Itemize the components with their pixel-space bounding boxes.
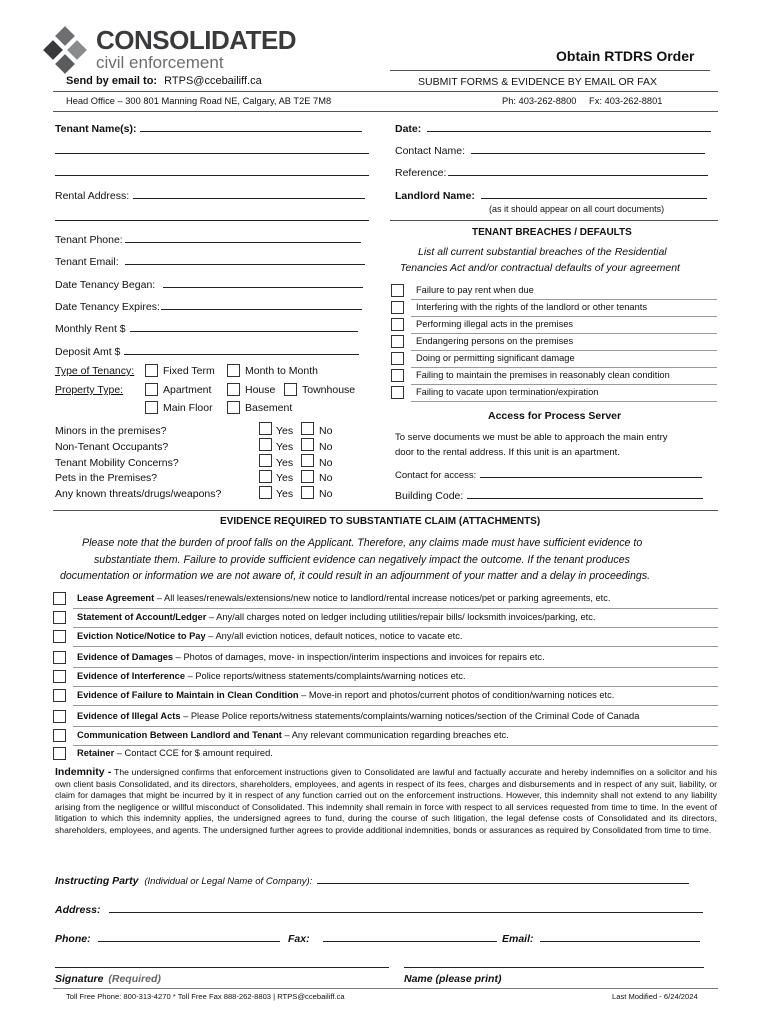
- evidence-note-3: documentation or information we are not aware of, it could result in an adjournment of your matter and a delay in proceedings.: [60, 570, 651, 582]
- logo-main-text: CONSOLIDATED: [96, 25, 297, 55]
- breach-row: [391, 283, 717, 300]
- reference-label: Reference:: [395, 167, 447, 179]
- month-to-month-label: Month to Month: [245, 365, 318, 377]
- breach-label: Failing to maintain the premises in reasonably clean condition: [416, 370, 670, 380]
- landlord-note: (as it should appear on all court documents): [489, 204, 665, 214]
- evidence-label: Evidence of Illegal Acts: [77, 711, 181, 721]
- month-to-month-checkbox[interactable]: [227, 364, 240, 377]
- phone-field[interactable]: [98, 931, 280, 942]
- address-field[interactable]: [109, 902, 703, 913]
- basement-label: Basement: [245, 402, 293, 414]
- evidence-checkbox-interference[interactable]: [53, 670, 66, 683]
- breach-label: Performing illegal acts in the premises: [416, 319, 574, 329]
- threats-no-label: No: [319, 488, 333, 500]
- instructing-party-note: (Individual or Legal Name of Company):: [144, 876, 313, 887]
- deposit-field[interactable]: [124, 344, 359, 355]
- evidence-checkbox-damages[interactable]: [53, 651, 66, 664]
- evidence-row: [53, 649, 718, 668]
- logo-diamond-icon: [40, 25, 100, 75]
- indemnity-paragraph: [55, 767, 717, 836]
- date-field[interactable]: [427, 121, 711, 132]
- breaches-title: TENANT BREACHES / DEFAULTS: [472, 227, 632, 238]
- access-title: Access for Process Server: [488, 410, 622, 422]
- tenant-names-field-3[interactable]: [55, 165, 369, 176]
- evidence-desc: – All leases/renewals/extensions/new notice to landlord/rental increase notices/pet or parking agreements, etc.: [154, 593, 611, 603]
- evidence-desc: – Police reports/witness statements/complaints/warning notices etc.: [185, 671, 466, 681]
- pets-no-checkbox[interactable]: [301, 470, 314, 483]
- tenant-phone-field[interactable]: [125, 232, 361, 243]
- tenant-email-field[interactable]: [125, 254, 365, 265]
- reference-field[interactable]: [448, 165, 708, 176]
- breach-checkbox-rent[interactable]: [391, 284, 404, 297]
- threats-no-checkbox[interactable]: [301, 486, 314, 499]
- date-began-label: Date Tenancy Began:: [55, 279, 156, 291]
- main-floor-label: Main Floor: [163, 402, 213, 414]
- email-field[interactable]: [540, 931, 700, 942]
- evidence-checkbox-lease[interactable]: [53, 592, 66, 605]
- evidence-desc: – Move-in report and photos/current photos of condition/warning notices etc.: [298, 690, 615, 700]
- evidence-label: Retainer: [77, 748, 115, 758]
- evidence-label: Eviction Notice/Notice to Pay: [77, 631, 206, 641]
- instructing-party-field[interactable]: [317, 873, 689, 884]
- building-code-field[interactable]: [467, 488, 703, 499]
- evidence-desc: – Any relevant communication regarding breaches etc.: [281, 730, 509, 740]
- threats-yes-checkbox[interactable]: [259, 486, 272, 499]
- occupants-yes-checkbox[interactable]: [259, 438, 272, 451]
- deposit-label: Deposit Amt $: [55, 346, 121, 358]
- occupants-yes-label: Yes: [276, 441, 294, 453]
- evidence-note-1: Please note that the burden of proof falls on the Applicant. Therefore, any claims made must have sufficient evidence to: [82, 537, 643, 549]
- monthly-rent-field[interactable]: [130, 321, 358, 332]
- townhouse-label: Townhouse: [302, 384, 356, 396]
- fax-label: Fax:: [288, 933, 310, 945]
- breach-checkbox-clean[interactable]: [391, 369, 404, 382]
- rental-address-field-2[interactable]: [55, 210, 369, 221]
- breach-row: [391, 334, 717, 351]
- minors-yes-checkbox[interactable]: [259, 422, 272, 435]
- evidence-label: Evidence of Interference: [77, 671, 185, 681]
- fax-field[interactable]: [323, 931, 497, 942]
- building-code-label: Building Code:: [395, 490, 464, 502]
- breach-row: [391, 317, 717, 334]
- property-type-label: Property Type:: [55, 384, 124, 396]
- contact-access-field[interactable]: [480, 467, 702, 478]
- house-label: House: [245, 384, 276, 396]
- evidence-desc: – Photos of damages, move- in inspection/interim inspections and invoices for repairs etc.: [173, 652, 545, 662]
- evidence-desc: – Any/all charges noted on ledger including utilities/repair bills/ locksmith invoices/parking, etc.: [206, 612, 596, 622]
- apartment-checkbox[interactable]: [145, 383, 158, 396]
- evidence-label: Evidence of Failure to Maintain in Clean Condition: [77, 690, 299, 700]
- evidence-label: Statement of Account/Ledger: [77, 612, 207, 622]
- fixed-term-label: Fixed Term: [163, 365, 215, 377]
- evidence-title: EVIDENCE REQUIRED TO SUBSTANTIATE CLAIM (ATTACHMENTS): [220, 516, 541, 527]
- signature-label: Signature: [55, 973, 104, 985]
- occupants-no-label: No: [319, 441, 333, 453]
- house-checkbox[interactable]: [227, 383, 240, 396]
- breach-row: [391, 368, 717, 385]
- evidence-note-2: substantiate them. Failure to provide sufficient evidence can negatively impact the outcome. If the tenant produces: [94, 554, 630, 566]
- minors-yes-label: Yes: [276, 425, 294, 437]
- type-of-tenancy-label: Type of Tenancy:: [55, 365, 135, 377]
- breach-label: Endangering persons on the premises: [416, 336, 574, 346]
- question-pets: Pets in the Premises?: [55, 472, 158, 484]
- date-began-field[interactable]: [163, 277, 363, 288]
- basement-checkbox[interactable]: [227, 401, 240, 414]
- monthly-rent-label: Monthly Rent $: [55, 323, 126, 335]
- rental-address-label: Rental Address:: [55, 190, 130, 202]
- name-print-line[interactable]: [404, 967, 704, 968]
- evidence-row: [53, 668, 718, 687]
- indemnity-text: The undersigned confirms that enforcement instructions given to Consolidated are lawful and factually accurate and hereby indemnifies on a solicitor and his own client basis Consolidated, and its directors, shareholders, employees, and agents in respect of its fees, charges and disbursements and in respect of any suit, liability, or claim for damages that might be incurred by it in respect of any function carried out on the enforcement instructions. However, this indemnity shall not extend to any liability arising from the negligence or willful misconduct of Consolidated. This indemnity shall remain in force with respect to all services requested from time to time. In the event of litigation to which this indemnity applies, the undersigned agrees to fund, during the course of such litigation, the legal defense costs of Consolidated and its directors, shareholders, employees, and agents. The undersigned further agrees to provide additional indemnities, bonds or assurances as required by Consolidated from time to time.: [55, 767, 717, 835]
- breach-checkbox-illegal[interactable]: [391, 318, 404, 331]
- send-label: Send by email to:: [66, 75, 158, 87]
- breach-checkbox-interfering[interactable]: [391, 301, 404, 314]
- apartment-label: Apartment: [163, 384, 212, 396]
- fixed-term-checkbox[interactable]: [145, 364, 158, 377]
- breach-checkbox-endangering[interactable]: [391, 335, 404, 348]
- contact-name-label: Contact Name:: [395, 145, 466, 157]
- evidence-checkbox-ledger[interactable]: [53, 611, 66, 624]
- threats-yes-label: Yes: [276, 488, 294, 500]
- tenant-email-label: Tenant Email:: [55, 256, 119, 268]
- email-label: Email:: [502, 933, 534, 945]
- breach-row: [391, 385, 717, 402]
- submit-note: SUBMIT FORMS & EVIDENCE BY EMAIL OR FAX: [418, 76, 658, 88]
- question-threats: Any known threats/drugs/weapons?: [55, 488, 222, 500]
- breaches-sub-1: List all current substantial breaches of the Residential: [418, 246, 667, 258]
- send-email[interactable]: RTPS@ccebailiff.ca: [164, 75, 262, 87]
- evidence-row: [53, 727, 718, 746]
- breach-row: [391, 351, 717, 368]
- mobility-no-checkbox[interactable]: [301, 454, 314, 467]
- tenant-names-field[interactable]: [140, 121, 362, 132]
- logo-sub-text: civil enforcement: [96, 53, 224, 72]
- main-floor-checkbox[interactable]: [145, 401, 158, 414]
- head-office: Head Office – 300 801 Manning Road NE, Calgary, AB T2E 7M8: [66, 96, 332, 106]
- tenant-names-field-2[interactable]: [55, 143, 369, 154]
- evidence-checkbox-communication[interactable]: [53, 729, 66, 742]
- breach-label: Interfering with the rights of the landlord or other tenants: [416, 302, 648, 312]
- breach-checkbox-vacate[interactable]: [391, 386, 404, 399]
- evidence-row: [53, 590, 718, 609]
- logo: [40, 25, 300, 75]
- mobility-yes-label: Yes: [276, 457, 294, 469]
- tenant-names-label: Tenant Name(s):: [55, 123, 137, 135]
- rental-address-field[interactable]: [133, 188, 365, 199]
- evidence-checkbox-eviction[interactable]: [53, 630, 66, 643]
- evidence-checkbox-illegal[interactable]: [53, 710, 66, 723]
- question-minors: Minors in the premises?: [55, 425, 167, 437]
- instructing-party-label: Instructing Party: [55, 875, 139, 887]
- signature-line[interactable]: [55, 967, 389, 968]
- evidence-row: [53, 687, 718, 706]
- indemnity-title: Indemnity -: [55, 766, 112, 778]
- minors-no-checkbox[interactable]: [301, 422, 314, 435]
- footer-right: Last Modified - 6/24/2024: [612, 992, 698, 1001]
- evidence-checkbox-maintain[interactable]: [53, 689, 66, 702]
- evidence-label: Communication Between Landlord and Tenant: [77, 730, 282, 740]
- evidence-desc: – Please Police reports/witness statements/complaints/warning notices/section of the Criminal Code of Canada: [180, 711, 640, 721]
- breach-label: Failing to vacate upon termination/expiration: [416, 387, 599, 397]
- townhouse-checkbox[interactable]: [284, 383, 297, 396]
- breach-checkbox-damage[interactable]: [391, 352, 404, 365]
- access-text-1: To serve documents we must be able to approach the main entry: [395, 432, 668, 443]
- contact-access-label: Contact for access:: [395, 470, 477, 481]
- phone-label: Phone:: [55, 933, 91, 945]
- pets-yes-checkbox[interactable]: [259, 470, 272, 483]
- occupants-no-checkbox[interactable]: [301, 438, 314, 451]
- landlord-name-field[interactable]: [481, 188, 707, 199]
- evidence-label: Evidence of Damages: [77, 652, 174, 662]
- breaches-sub-2: Tenancies Act and/or contractual defaults of your agreement: [400, 262, 680, 274]
- office-fax: Fx: 403-262-8801: [589, 96, 663, 106]
- signature-required: (Required): [108, 973, 161, 985]
- office-phone: Ph: 403-262-8800: [502, 96, 577, 106]
- date-expires-field[interactable]: [161, 299, 362, 310]
- breach-row: [391, 300, 717, 317]
- question-mobility: Tenant Mobility Concerns?: [55, 457, 179, 469]
- address-label: Address:: [55, 904, 101, 916]
- evidence-row: [53, 609, 718, 628]
- contact-name-field[interactable]: [471, 143, 705, 154]
- pets-no-label: No: [319, 472, 333, 484]
- pets-yes-label: Yes: [276, 472, 294, 484]
- date-label: Date:: [395, 123, 422, 135]
- breach-label: Doing or permitting significant damage: [416, 353, 575, 363]
- evidence-desc: – Any/all eviction notices, default notices, notice to vacate etc.: [205, 631, 463, 641]
- minors-no-label: No: [319, 425, 333, 437]
- breach-label: Failure to pay rent when due: [416, 285, 534, 295]
- evidence-label: Lease Agreement: [77, 593, 155, 603]
- evidence-desc: – Contact CCE for $ amount required.: [114, 748, 273, 758]
- date-expires-label: Date Tenancy Expires:: [55, 301, 160, 313]
- evidence-row: [53, 708, 718, 727]
- evidence-checkbox-retainer[interactable]: [53, 747, 66, 760]
- access-text-2: door to the rental address. If this unit is an apartment.: [395, 447, 620, 458]
- mobility-yes-checkbox[interactable]: [259, 454, 272, 467]
- mobility-no-label: No: [319, 457, 333, 469]
- evidence-row: [53, 745, 718, 764]
- footer-left: Toll Free Phone: 800-313-4270 * Toll Free Fax 888-262-8803 | RTPS@ccebailiff.ca: [66, 992, 345, 1001]
- evidence-row: [53, 628, 718, 647]
- landlord-name-label: Landlord Name:: [395, 190, 475, 202]
- question-occupants: Non-Tenant Occupants?: [55, 441, 169, 453]
- tenant-phone-label: Tenant Phone:: [55, 234, 123, 246]
- page-title: Obtain RTDRS Order: [556, 48, 695, 64]
- name-print-label: Name (please print): [404, 973, 502, 985]
